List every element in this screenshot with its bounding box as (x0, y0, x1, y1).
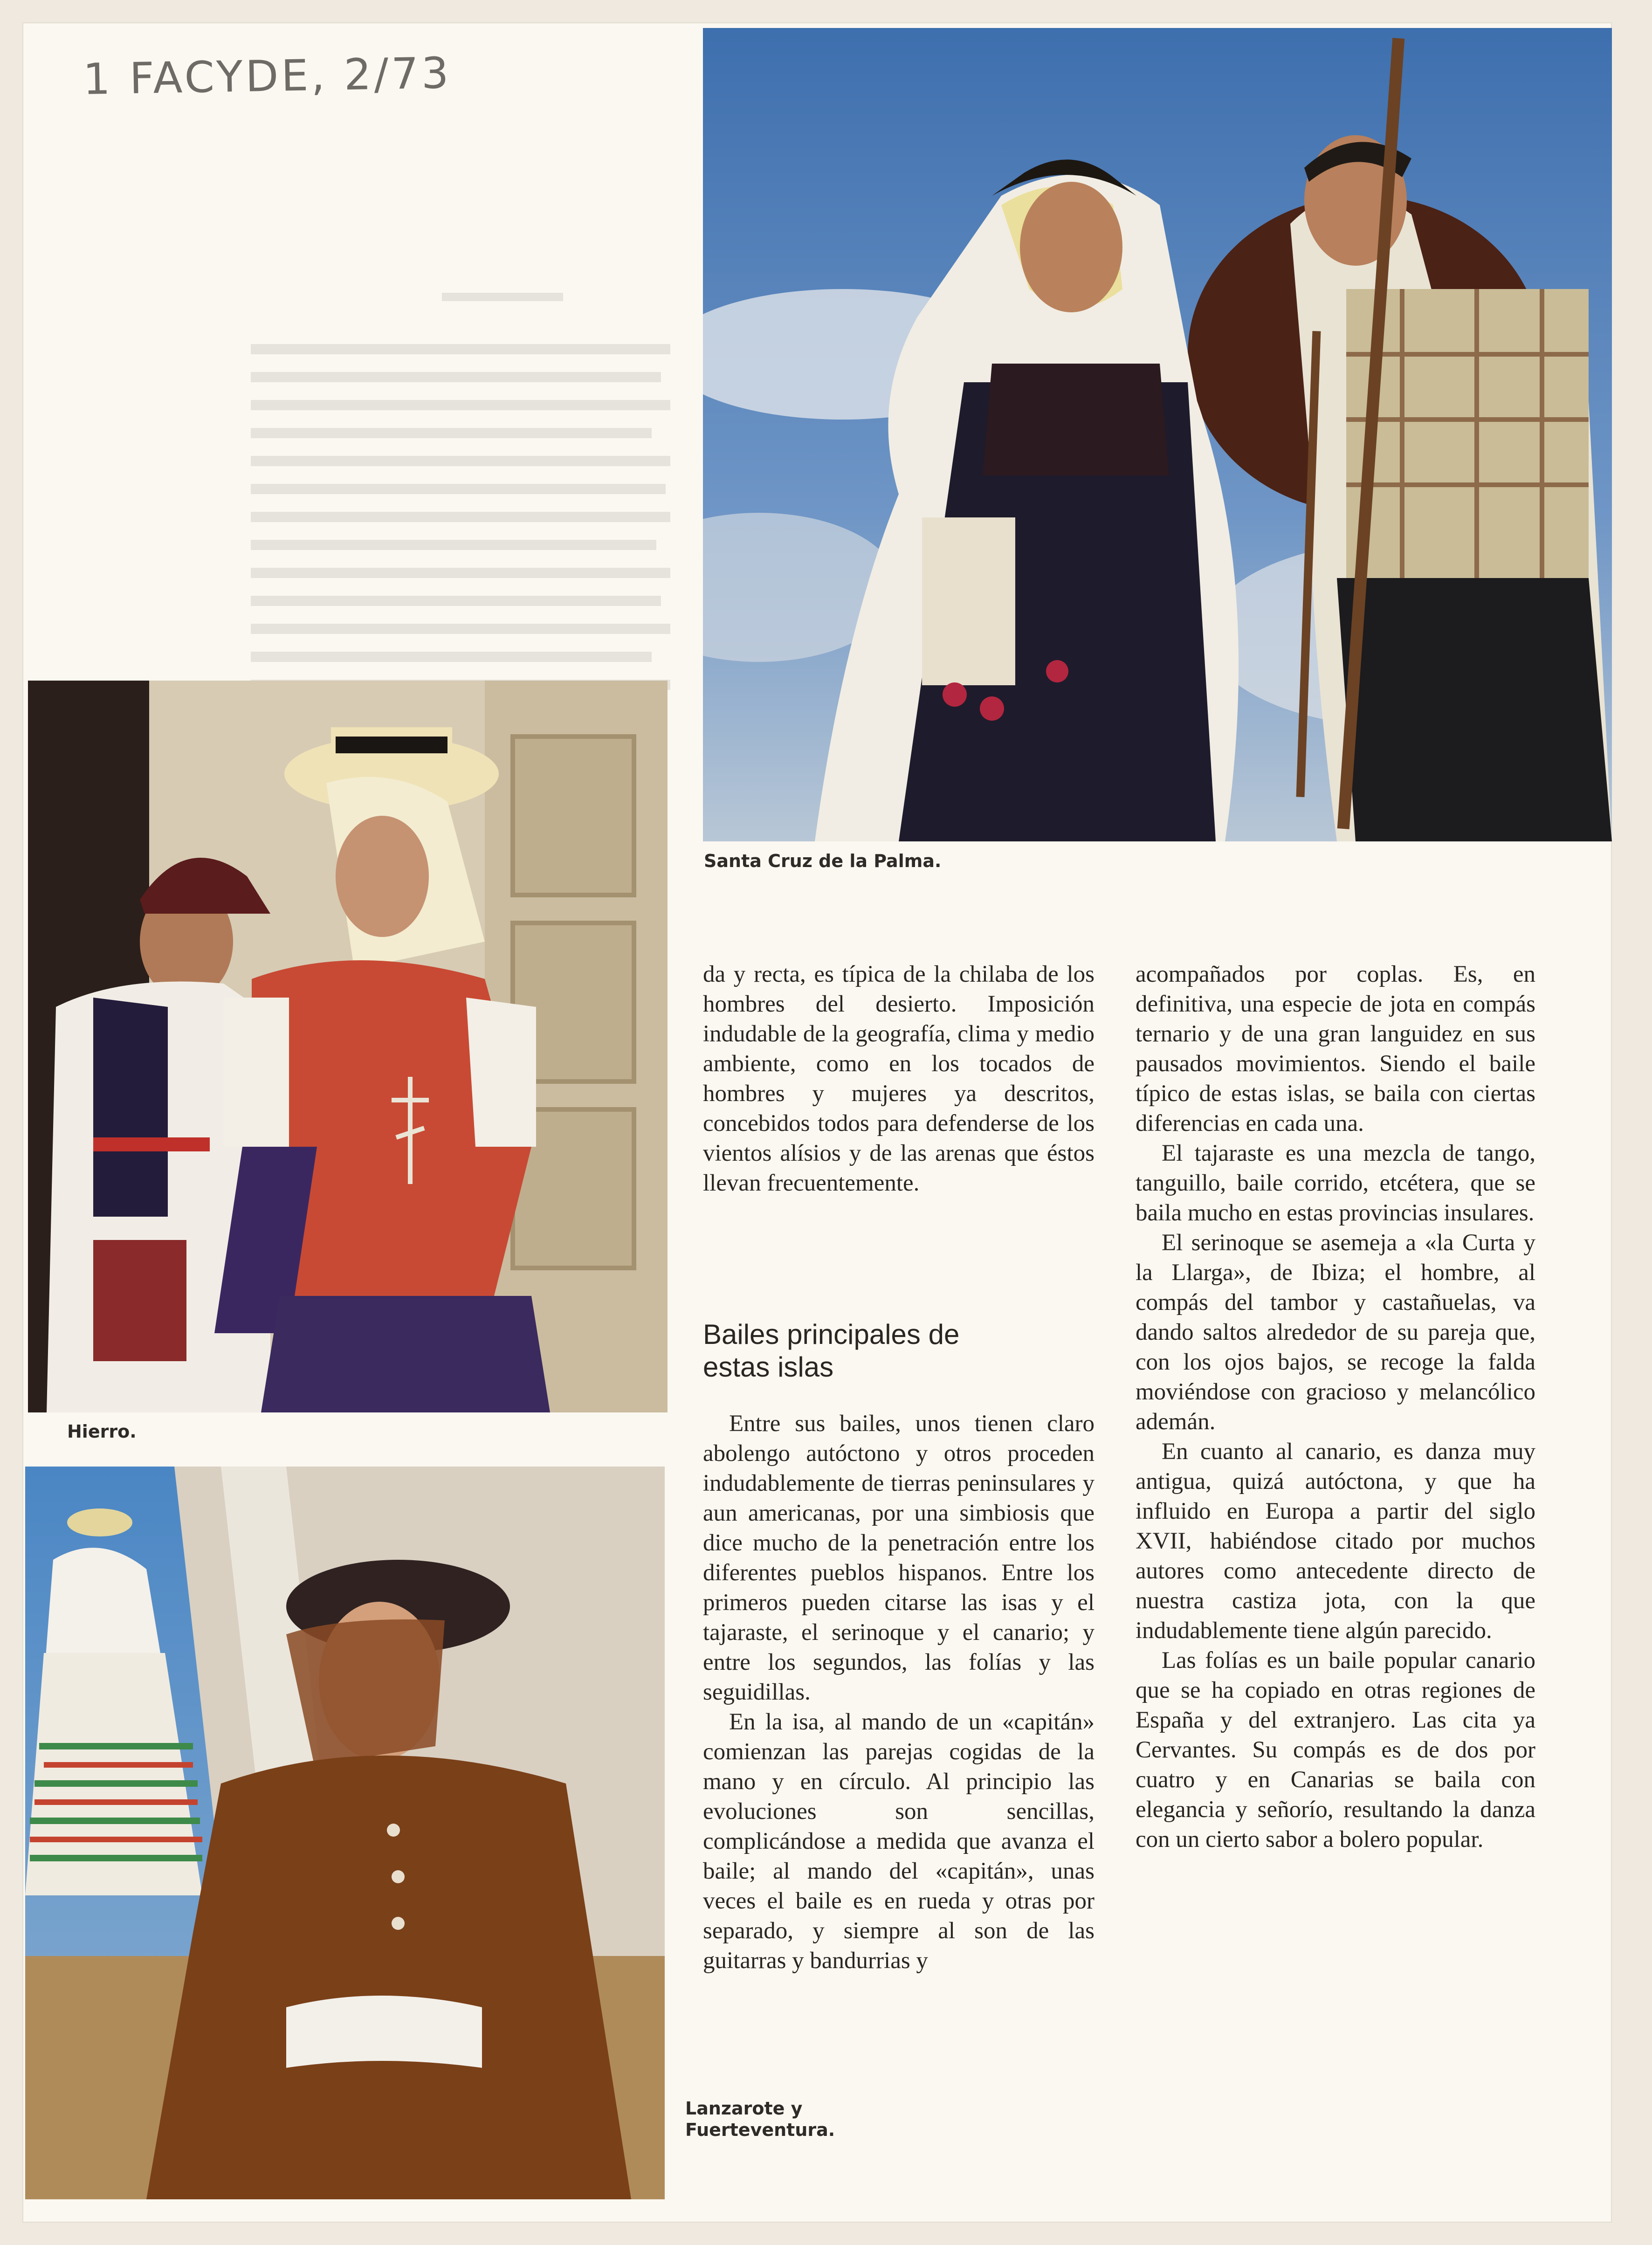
middle-paragraph-1: da y recta, es típica de la chilaba de los hombres del desierto. Imposición indudable de la geografía, clima y medio ambiente, como en los tocados de hombres y mujeres ya descritos, concebidos todos para defenderse de los vientos alísios y de las arenas que éstos llevan frecuentemente. (703, 961, 1094, 1196)
section-heading: Bailes principales de estas islas (703, 1319, 960, 1383)
right-paragraph-5: Las folías es un baile popular canario que se ha copiado en otras regiones de España y del extranjero. Las cita ya Cervantes. Su compás es de dos por cuatro y en Canarias se baila con elegancia y señorío, resultando la danza con un cierto sabor a bolero popular. (1136, 1647, 1535, 1852)
right-paragraph-4: En cuanto al canario, es danza muy antigua, quizá autóctona, y que ha influido en Europa a partir del siglo XVII, habiéndose citado por muchos autores como antecedente directo de nuestra castiza jota, con la que indudablemente tiene algún parecido. (1136, 1439, 1535, 1644)
bleed-through-lines (241, 283, 708, 703)
middle-paragraph-2: Entre sus bailes, unos tienen claro abolengo autóctono y otros proceden indudablemente de tierras peninsulares y aun americanas, por una simbiosis que dice mucho de la penetración entre los diferentes pueblos hispanos. Entre los primeros pueden citarse las isas y el tajaraste, el serinoque y el canario; y entre los segundos, las folías y las seguidillas. (703, 1411, 1094, 1705)
page-sheet (22, 22, 1612, 2223)
hierro-illustration (28, 681, 668, 1412)
photo-lanzarote-fuerteventura (25, 1467, 665, 2199)
middle-column-intro (703, 959, 1094, 1198)
photo-santa-cruz-de-la-palma (703, 28, 1612, 841)
middle-paragraph-3: En la isa, al mando de un «capitán» comienzan las parejas cogidas de la mano y en círculo. Al principio las evoluciones son sencillas, complicándose a medida que avanza el baile; al mando del «capitán», unas veces el baile es en rueda y otras por separado, y siempre al son de las guitarras y bandurrias y (703, 1709, 1094, 1974)
bleed-through-texture (241, 283, 708, 703)
middle-column-body (703, 1409, 1094, 1976)
photo-hierro (28, 681, 668, 1412)
archive-annotation: 1 FACYDE, 2/73 (83, 48, 452, 104)
caption-santa-cruz-de-la-palma: Santa Cruz de la Palma. (704, 851, 942, 871)
palma-illustration (703, 28, 1612, 841)
right-column (1136, 959, 1535, 1854)
right-paragraph-2: El tajaraste es una mezcla de tango, tanguillo, baile corrido, etcétera, que se baila mucho en estas provincias insulares. (1136, 1140, 1535, 1226)
caption-hierro: Hierro. (67, 1421, 137, 1442)
right-paragraph-1: acompañados por coplas. Es, en definitiva, una especie de jota en compás ternario y de una gran languidez en sus pausados movimientos. Siendo el baile típico de estas islas, se baila con ciertas diferencias en cada una. (1136, 961, 1535, 1136)
caption-lanzarote-fuerteventura: Lanzarote y Fuerteventura. (685, 2098, 835, 2140)
lanzarote-illustration (25, 1467, 665, 2199)
right-paragraph-3: El serinoque se asemeja a «la Curta y la Llarga», de Ibiza; el hombre, al compás del tambor y castañuelas, va dando saltos alrededor de su pareja que, con los ojos bajos, se recoge la falda moviéndose con gracioso y melancólico ademán. (1136, 1230, 1535, 1435)
